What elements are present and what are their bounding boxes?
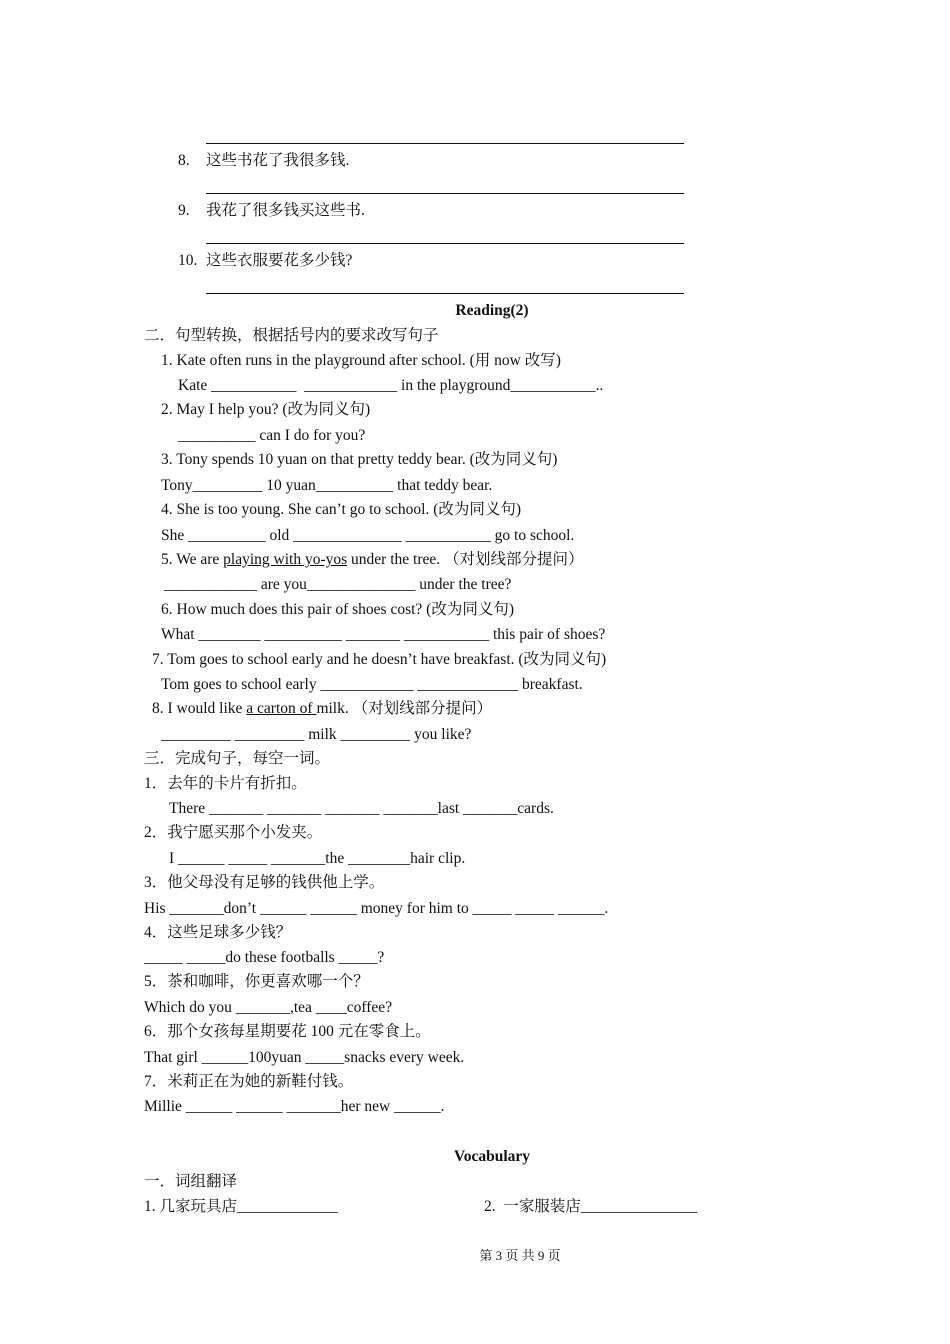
vocabulary-item-2: 2. 一家服装店_______________ — [484, 1198, 698, 1215]
s3-item-en: His _______don’t ______ ______ money for him to _____ _____ ______. — [144, 900, 609, 917]
q8-prefix: 8. I would like — [152, 700, 247, 717]
q1-prompt: 1. Kate often runs in the playground after school. (用 now 改写) — [161, 352, 561, 369]
section3-heading: 三．完成句子，每空一词。 — [144, 750, 331, 767]
q1-answer: Kate ___________ ____________ in the playground___________.. — [178, 377, 604, 394]
q2-answer: __________ can I do for you? — [178, 427, 366, 444]
s3-item-en: I ______ _____ _______the ________hair clip. — [169, 850, 466, 867]
s3-item-en: There _______ _______ _______ _______last _______cards. — [169, 800, 554, 817]
q4-prompt: 4. She is too young. She can’t go to school. (改为同义句) — [161, 501, 522, 518]
q3-answer: Tony_________ 10 yuan__________ that teddy bear. — [161, 477, 493, 494]
translation-item-number: 8. — [178, 152, 190, 169]
q8-underlined-phrase: a carton of — [246, 700, 317, 717]
answer-line-10 — [206, 293, 684, 294]
q5-answer: ____________ are you______________ under the tree? — [164, 576, 512, 593]
q7-prompt: 7. Tom goes to school early and he doesn’t have breakfast. (改为同义句) — [152, 651, 607, 668]
translation-item-text: 我花了很多钱买这些书. — [206, 202, 365, 219]
s3-item-cn: 5．茶和咖啡，你更喜欢哪一个？ — [144, 973, 369, 990]
answer-line-7 — [206, 143, 684, 144]
s3-item-cn: 7．米莉正在为她的新鞋付钱。 — [144, 1073, 354, 1090]
q6-prompt: 6. How much does this pair of shoes cost? (改为同义句) — [161, 601, 515, 618]
q3-prompt: 3. Tony spends 10 yuan on that pretty teddy bear. (改为同义句) — [161, 451, 558, 468]
page-number: 第 3 页 共 9 页 — [479, 1248, 561, 1263]
s3-item-en: That girl ______100yuan _____snacks every week. — [144, 1049, 465, 1066]
q8-prompt — [152, 699, 492, 719]
q8-suffix: milk. （对划线部分提问） — [316, 700, 493, 717]
answer-line-9 — [206, 243, 684, 244]
translation-item-text: 这些书花了我很多钱. — [206, 152, 350, 169]
s3-item-cn: 4．这些足球多少钱？ — [144, 924, 292, 941]
q6-answer: What ________ __________ _______ ___________ this pair of shoes? — [161, 626, 606, 643]
q4-answer: She __________ old ______________ ___________ go to school. — [161, 527, 575, 544]
vocabulary-heading: 一．词组翻译 — [144, 1173, 238, 1190]
s3-item-cn: 3．他父母没有足够的钱供他上学。 — [144, 874, 385, 891]
section2-heading: 二．句型转换，根据括号内的要求改写句子 — [144, 327, 439, 344]
q5-underlined-phrase: playing with yo-yos — [223, 551, 348, 568]
translation-item-text: 这些衣服要花多少钱? — [206, 252, 353, 269]
q2-prompt: 2. May I help you? (改为同义句) — [161, 401, 371, 418]
q7-answer: Tom goes to school early ____________ _____________ breakfast. — [161, 676, 583, 693]
q5-suffix: under the tree. （对划线部分提问） — [347, 551, 584, 568]
s3-item-en: Which do you _______,tea ____coffee? — [144, 999, 393, 1016]
s3-item-cn: 2．我宁愿买那个小发夹。 — [144, 824, 323, 841]
q5-prefix: 5. We are — [161, 551, 224, 568]
reading2-title: Reading(2) — [455, 302, 529, 319]
translation-item-number: 9. — [178, 202, 190, 219]
vocabulary-item-1: 1. 几家玩具店_____________ — [144, 1198, 338, 1215]
answer-line-8 — [206, 193, 684, 194]
vocabulary-title: Vocabulary — [453, 1148, 531, 1165]
q5-prompt — [161, 550, 584, 570]
q8-answer: _________ _________ milk _________ you like? — [161, 726, 472, 743]
s3-item-en: _____ _____do these footballs _____? — [144, 949, 385, 966]
s3-item-en: Millie ______ ______ _______her new ______. — [144, 1098, 445, 1115]
s3-item-cn: 1．去年的卡片有折扣。 — [144, 775, 307, 792]
s3-item-cn: 6．那个女孩每星期要花 100 元在零食上。 — [144, 1023, 431, 1040]
translation-item-number: 10. — [178, 252, 198, 269]
